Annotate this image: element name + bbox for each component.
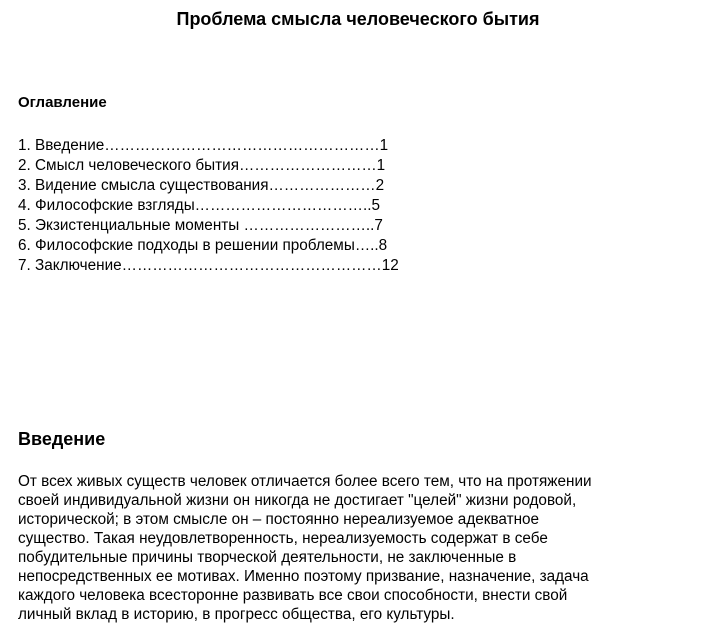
document-title: Проблема смысла человеческого бытия [176, 9, 540, 29]
paragraph-line: От всех живых существ человек отличается более всего тем, что на протяжении [18, 473, 592, 490]
paragraph-line: непосредственных ее мотивах. Именно поэтому призвание, назначение, задача [18, 568, 589, 585]
paragraph-line: существо. Такая неудовлетворенность, нереализуемость содержат в себе [18, 530, 548, 547]
paragraph-line: своей индивидуальной жизни он никогда не достигает "целей" жизни родовой, [18, 492, 577, 509]
toc-item[interactable]: 3. Видение смысла существования…………………2 [18, 177, 385, 194]
toc-item[interactable]: 7. Заключение……………………………………………12 [18, 257, 399, 274]
toc-item[interactable]: 2. Смысл человеческого бытия………………………1 [18, 157, 386, 174]
toc-item[interactable]: 5. Экзистенциальные моменты ……………………..7 [18, 217, 383, 234]
toc-item[interactable]: 6. Философские подходы в решении проблемы…..8 [18, 237, 388, 254]
paragraph-line: исторической; в этом смысле он – постоянно нереализуемое адекватное [18, 511, 540, 528]
introduction-paragraph [18, 472, 698, 624]
toc-heading: Оглавление [18, 94, 107, 111]
paragraph-line: побудительные причины творческой деятельности, не заключенные в [18, 549, 517, 566]
table-of-contents [18, 136, 399, 276]
toc-item[interactable]: 4. Философские взгляды……………………………..5 [18, 197, 380, 214]
paragraph-line: каждого человека всесторонне развивать все свои способности, внести свой [18, 587, 568, 604]
paragraph-line: личный вклад в историю, в прогресс общества, его культуры. [18, 606, 455, 623]
toc-item[interactable]: 1. Введение………………………………………………1 [18, 137, 389, 154]
introduction-heading: Введение [18, 429, 106, 449]
